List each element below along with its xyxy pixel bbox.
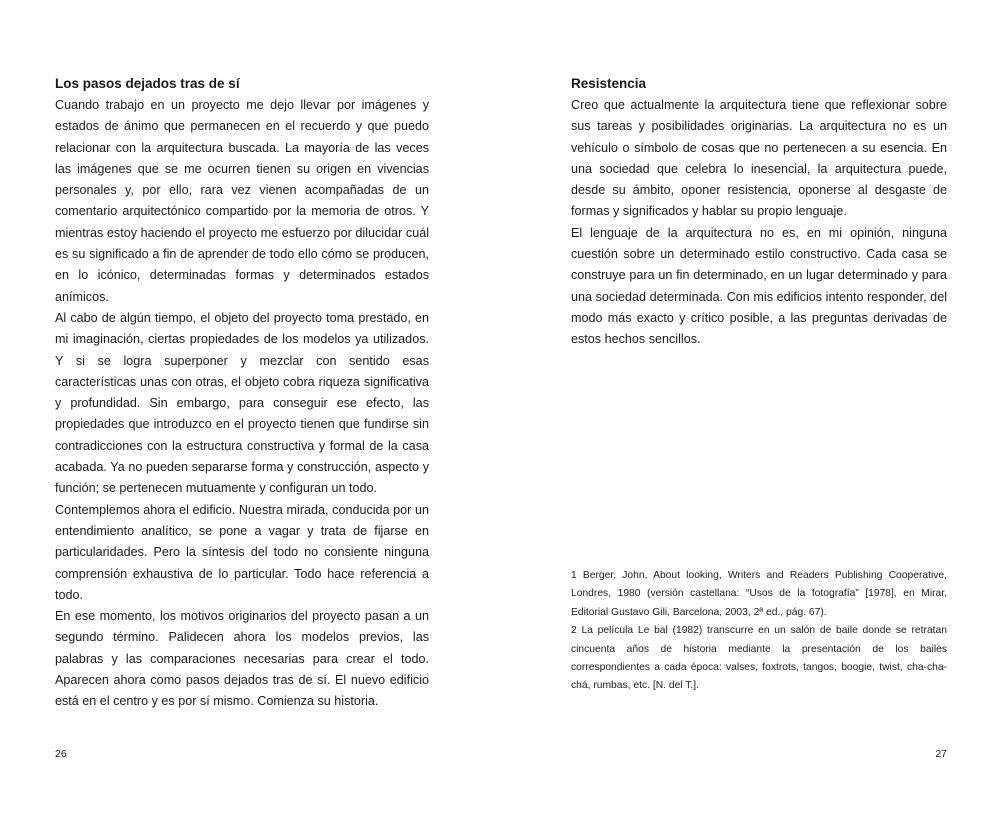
right-page [571, 0, 947, 821]
footnote: 1 Berger, John, About looking, Writers and Readers Publishing Cooperative, Londres, 1980 (versión castellana: “Usos de la fotografía” [1978], en Mirar, Editorial Gustavo Gili, Barcelona, 2003, 2ª ed., pág. 67). [571, 570, 947, 618]
paragraph: El lenguaje de la arquitectura no es, en mi opinión, ninguna cuestión sobre un determinado estilo constructivo. Cada casa se construye para un fin determinado, en un lugar determinado y para una sociedad determinada. Con mis edificios intento responder, del modo más exacto y crítico posible, a las preguntas derivadas de estos hechos sencillos. [571, 225, 947, 347]
paragraph: Cuando trabajo en un proyecto me dejo llevar por imágenes y estados de ánimo que permanecen en el recuerdo y que puedo relacionar con la arquitectura buscada. La mayoría de las veces las imágenes que se me ocurren tienen su origen en vivencias personales y, por ello, rara vez vienen acompañadas de un comentario arquitectónico compartido por la memoria de otros. Y mientras estoy haciendo el proyecto me esfuerzo por dilucidar cuál es su significado a fin de aprender de todo ello cómo se producen, en lo icónico, determinadas formas y determinados estados anímicos. [55, 98, 429, 304]
page-number: 26 [55, 748, 67, 760]
paragraph: Al cabo de algún tiempo, el objeto del proyecto toma prestado, en mi imaginación, ciertas propiedades de los modelos ya utilizados. Y si se logra superponer y mezclar con sentido esas características unas con otras, el objeto cobra riqueza significativa y profundidad. Sin embargo, para conseguir ese efecto, las propiedades que introduzco en el proyecto tienen que fundirse sin contradicciones con la estructura constructiva y formal de la casa acabada. Ya no pueden separarse forma y construcción, aspecto y función; se pertenecen mutuamente y configuran un todo. [55, 310, 429, 496]
footnote: 2 La película Le bal (1982) transcurre en un salón de baile donde se retratan cincuenta años de historia mediante la presentación de los bailes correspondientes a cada época: valses, foxtrots, tangos, boogie, twist, cha-cha-chá, rumbas, etc. [N. del T.]. [571, 625, 947, 692]
body-text [55, 95, 429, 713]
paragraph: En ese momento, los motivos originarios del proyecto pasan a un segundo término. Palidecen ahora los modelos previos, las palabras y las comparaciones necesarias para crear el todo. Aparecen ahora como pasos dejados tras de sí. El nuevo edificio está en el centro y es por sí mismo. Comienza su historia. [55, 609, 429, 709]
paragraph: Creo que actualmente la arquitectura tiene que reflexionar sobre sus tareas y posibilidades originarias. La arquitectura no es un vehículo o símbolo de cosas que no pertenecen a su esencia. En una sociedad que celebra lo inesencial, la arquitectura puede, desde su ámbito, oponer resistencia, oponerse al desgaste de formas y significados y hablar su propio lenguaje. [571, 98, 947, 219]
footnotes [571, 567, 947, 696]
body-text [571, 95, 947, 351]
section-title: Los pasos dejados tras de sí [55, 76, 240, 91]
paragraph: Contemplemos ahora el edificio. Nuestra mirada, conducida por un entendimiento analítico, se pone a vagar y trata de fijarse en particularidades. Pero la síntesis del todo no consiente ninguna comprensión exhaustiva de lo particular. Todo hace referencia a todo. [55, 502, 429, 602]
section-title: Resistencia [571, 76, 647, 91]
left-page [55, 0, 429, 821]
page-number: 27 [935, 748, 947, 760]
